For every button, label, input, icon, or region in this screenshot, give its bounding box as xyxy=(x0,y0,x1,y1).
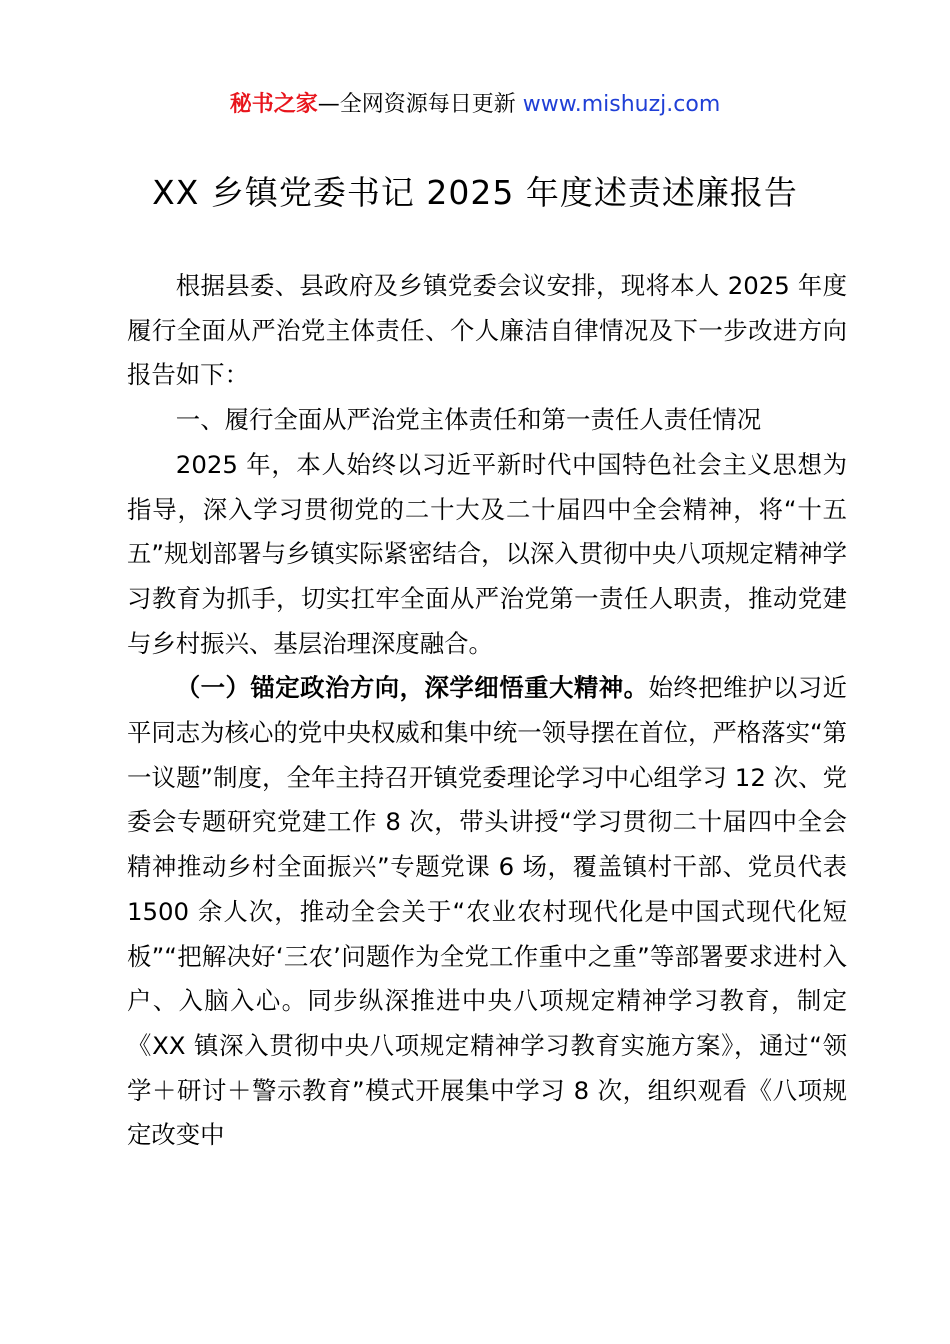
item-body-text: 始终把维护以习近平同志为核心的党中央权威和集中统一领导摆在首位，严格落实“第一议题”制度，全年主持召开镇党委理论学习中心组学习 12 次、党委会专题研究党建工作 8 次，带头讲授“学习贯彻二十届四中全会精神推动乡村全面振兴”专题党课 6 场，覆盖镇村干部、党员代表 1500 余人次，推动全会关于“农业农村现代化是中国式现代化短板”“把解决好‘三农’问题作为全党工作重中之重”等部署要求进村入户、入脑入心。同步纵深推进中央八项规定精神学习教育，制定《XX 镇深入贯彻中央八项规定精神学习教育实施方案》，通过“领学＋研讨＋警示教育”模式开展集中学习 8 次，组织观看《八项规定改变中 xyxy=(127,673,847,1150)
document-body xyxy=(127,264,847,1158)
section-heading: 一、履行全面从严治党主体责任和第一责任人责任情况 xyxy=(175,405,762,435)
section-summary-paragraph: 2025 年，本人始终以习近平新时代中国特色社会主义思想为指导，深入学习贯彻党的二十大及二十届四中全会精神，将“十五五”规划部署与乡镇实际紧密结合，以深入贯彻中央八项规定精神学习教育为抓手，切实扛牢全面从严治党第一责任人职责，推动党建与乡村振兴、基层治理深度融合。 xyxy=(127,449,847,658)
site-url-link[interactable]: www.mishuzj.com xyxy=(522,92,721,117)
item-lead-heading: （一）锚定政治方向，深学细悟重大精神。 xyxy=(175,673,649,703)
site-tagline: —全网资源每日更新 xyxy=(317,92,523,117)
intro-paragraph: 根据县委、县政府及乡镇党委会议安排，现将本人 2025 年度履行全面从严治党主体责任、个人廉洁自律情况及下一步改进方向报告如下： xyxy=(127,271,847,390)
site-header xyxy=(0,88,950,122)
document-title: XX 乡镇党委书记 2025 年度述责述廉报告 xyxy=(152,173,798,212)
item-paragraph xyxy=(127,666,847,1158)
site-brand: 秘书之家 xyxy=(229,92,318,117)
